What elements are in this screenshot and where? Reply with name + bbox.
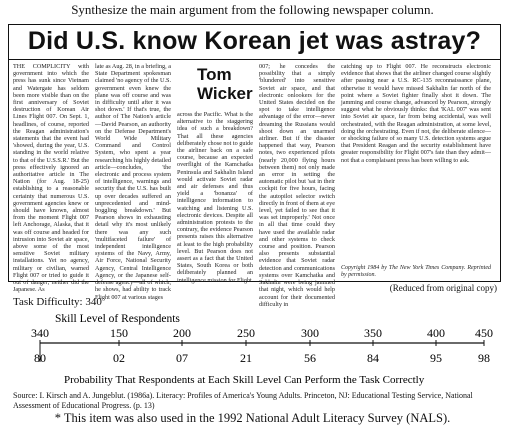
source-citation: Source: I. Kirsch and A. Jungeblut. (1986a). Literacy: Profiles of America's Young Adults. Princeton, NJ: Educational Testing Service, National Assessment of Educational Progress. (p. 13): [13, 391, 473, 410]
skill-level-label: 340: [31, 326, 49, 340]
probability-label: 07: [176, 351, 188, 365]
skill-level-label: 300: [301, 326, 319, 340]
skill-level-label: 450: [475, 326, 493, 340]
probability-label: 56: [304, 351, 316, 365]
skill-level-label: 250: [237, 326, 255, 340]
headline-rule: [9, 59, 500, 60]
reduced-note: (Reduced from original copy): [389, 283, 497, 293]
probability-label: 95: [430, 351, 442, 365]
probability-label: 21: [240, 351, 252, 365]
copyright-credit: Copyright 1984 by The New York Times Company. Reprinted by permission.: [341, 265, 491, 279]
skill-scale-title: Skill Level of Respondents: [55, 313, 180, 325]
probability-label: 02: [113, 351, 125, 365]
probability-caption: Probability That Respondents at Each Skill Level Can Perform the Task Correctly: [64, 374, 425, 386]
article-column-4: 007; he concedes the possibility that a simply 'blundered' into sensitive Soviet air space, and that electronic onlookers for the United States decided on the spot to take intelligence advantage of the error—never dreaming the Russians would shoot down an unarmed airliner. But if the disaster happened that way, Pearson notes, two experienced pilots (nearly 20,000 flying hours between them) not only made an error in setting the automatic pilot but 'sat in their cockpit for five hours, facing the autopilot selector switch directly in front of them at eye level, yet failed to see that it was set improperly.' Not once in all that time could they have used the available radar and other systems to check course and position. Pearson also presents substantial evidence that Soviet radar detection and communications systems over Kamchatka and Sakhalin were being jammed that night, which would help account for their documented difficulty in: [259, 63, 335, 308]
probability-label: 80: [34, 351, 46, 365]
task-instruction: Synthesize the main argument from the following newspaper column.: [71, 2, 434, 17]
article-column-5: catching up to Flight 007. He reconstructs electronic evidence that shows that the airliner changed course slightly after passing near a U.S. RC-135 reconnaissance plane, otherwise it would have missed Sakhalin far north of the point where a Soviet fighter finally shot it down. The jamming and course change, advanced by Pearson, strongly suggest what he obviously thinks: that 'KAL 007' was sent into Soviet air space, far from being accidental, was well orchestrated, with the Reagan administration, at some level, doing the orchestrating. Even if not, the deliberate silence—or shocking failure of so many U.S. detection systems argue that President Reagan and the security establishment have greater responsibility for Flight 007's fate than they admit—not that a complaisant press has been willing to ask.: [341, 63, 491, 164]
probability-label: 98: [478, 351, 490, 365]
task-difficulty: Task Difficulty: 340: [13, 296, 102, 308]
probability-label: 84: [367, 351, 379, 365]
article-column-2: late as Aug. 28, in a briefing, a State Department spokesman claimed 'no agency of the U.S. government even knew the plane was off course and was in difficulty until after it was shot down.' If that's true, the author of The Nation's article—David Pearson, an authority on the Defense Department's World Wide Military Command and Control System, who spent a year researching his highly detailed article—concludes, 'the electronic and process system of intelligence, warnings and security that the U.S. has built up over decades suffered an unprecedented and mind-boggling breakdown.' But Pearson shows in exhausting detail why it's most unlikely there was any such 'multifaceted failure' of independent intelligence systems of the Navy, Army, Air Force, National Security Agency, Central Intelligence Agency, or the Japanese self-defense agency—all of which, he shows, had ability to track Flight 007 at various stages: [95, 63, 171, 301]
skill-level-label: 150: [110, 326, 128, 340]
article-column-3: across the Pacific. What is the alternative to the staggering idea of such a breakdown? That all these agencies deliberately chose not to guide the airliner back on a safe course, because an expected overflight of the Kamchatka Peninsula and Sakhalin Island would activate Soviet radar and air defenses and thus yield a 'bonanza' of intelligence information to watching and listening U.S. electronic devices. Despite all administration protests to the contrary, the evidence Pearson presents raises this alternative at least to the high probability level. But Pearson does not assert as a fact that the United States, South Korea or both deliberately planned an intelligence mission for Flight: [177, 111, 253, 284]
skill-level-label: 350: [364, 326, 382, 340]
nals-footnote: * This item was also used in the 1992 National Adult Literacy Survey (NALS).: [54, 411, 451, 425]
skill-level-label: 400: [427, 326, 445, 340]
article-byline: Tom Wicker: [197, 65, 253, 103]
article-column-1: THE COMPLICITY with government into which the press has sunk since Vietnam and Watergate has seldom been more visible than on the first anniversary of Soviet destruction of Korean Air Lines Flight 007. On Sept. 1, headlines, of course, reported the Reagan administration's statements that the event had 'showed, during the year, U.S. standing in the world relative to that of the U.S.S.R.' But the press effectively ignored an authoritative article in The Nation (for Aug. 18-25) establishing to a reasonable certainty that numerous U.S. government agencies knew or should have known, almost from the moment Flight 007 left Anchorage, Alaska, that it was off course and headed for intrusion into Soviet air space, above some of the most sensitive Soviet military installations. Yet no agency, military or civilian, warned Flight 007 or tried to guide it out of danger; neither did the Japanese. As: [13, 63, 89, 294]
skill-level-label: 200: [173, 326, 191, 340]
article-headline: Did U.S. know Korean jet was astray?: [27, 27, 482, 55]
skill-scale: [0, 310, 505, 390]
